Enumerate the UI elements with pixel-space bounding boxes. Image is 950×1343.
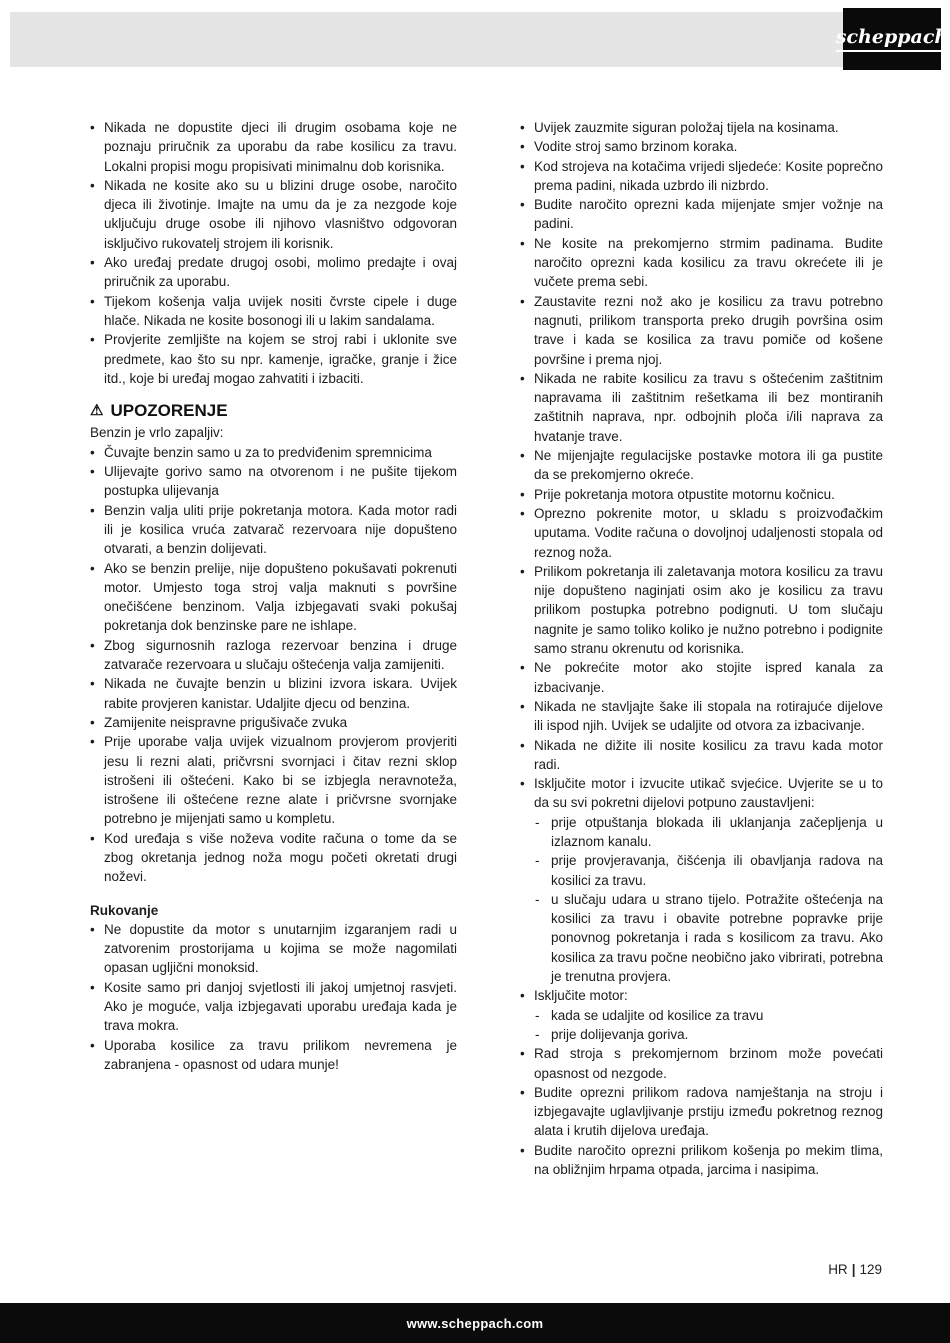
bullet-text: Ako se benzin prelije, nije dopušteno pokušavati pokrenuti motor. Umjesto toga stroj valja maknuti s površine onečišćene benzinom. Valja izbjegavati svaki pokušaj pokretanja dok benzinske pare ne ishlape. <box>104 560 457 634</box>
bullet-text: Ulijevajte gorivo samo na otvorenom i ne pušite tijekom postupka ulijevanja <box>104 464 457 499</box>
bullet-marker: • <box>90 676 95 692</box>
bullet-marker: • <box>520 197 525 213</box>
bullet-item <box>520 1141 883 1180</box>
footer-bar <box>0 1303 950 1343</box>
bullet-marker: • <box>90 1037 95 1053</box>
bullet-list <box>520 118 883 1179</box>
sub-item <box>520 1025 883 1044</box>
section-subheading: Rukovanje <box>90 902 159 918</box>
website-url: www.scheppach.com <box>406 1315 544 1331</box>
bullet-marker: • <box>520 448 525 464</box>
bullet-text: Ne kosite na prekomjerno strmim padinama. Budite naročito oprezni kada kosilicu za travu okrećete ili je vučete prema sebi. <box>534 235 883 290</box>
bullet-text: Kod strojeva na kotačima vrijedi sljedeće: Kosite poprečno prema padini, nikada uzbrdo ili nizbrdo. <box>534 158 883 193</box>
bullet-text: Ne dopustite da motor s unutarnjim izgaranjem radi u zatvorenim prostorijama u kojima se može nagomilati opasan ugljični monoksid. <box>104 921 457 976</box>
bullet-text: Isključite motor i izvucite utikač svjećice. Uvjerite se u to da su svi pokretni dijelovi potpuno zaustavljeni: <box>534 776 883 811</box>
bullet-item <box>90 330 457 388</box>
bullet-marker: • <box>90 979 95 995</box>
bullet-text: Budite naročito oprezni prilikom košenja po mekim tlima, na obližnjim hrpama otpada, jarcima i nasipima. <box>534 1142 883 1178</box>
bullet-item <box>90 462 457 501</box>
bullet-text: Zamijenite neispravne prigušivače zvuka <box>104 714 348 730</box>
bullet-item <box>90 978 457 1036</box>
bullet-marker: • <box>90 714 95 730</box>
bullet-text: Kod uređaja s više noževa vodite računa o tome da se zbog okretanja jednog noža mogu početi okretati drugi noževi. <box>104 830 457 885</box>
bullet-item <box>520 369 883 446</box>
bullet-item <box>520 157 883 196</box>
bullet-item <box>90 674 457 713</box>
page-number <box>828 1262 882 1277</box>
bullet-marker: • <box>520 1084 525 1100</box>
header-bar <box>10 12 940 67</box>
bullet-item <box>520 986 883 1005</box>
bullet-marker: • <box>90 255 95 271</box>
bullet-marker: • <box>520 505 525 521</box>
sub-item <box>520 1006 883 1025</box>
bullet-marker: • <box>520 660 525 676</box>
sub-item <box>520 813 883 852</box>
bullet-item <box>90 501 457 559</box>
bullet-item <box>520 697 883 736</box>
warning-heading-text: UPOZORENJE <box>110 401 228 421</box>
paragraph: Benzin je vrlo zapaljiv: <box>90 425 224 441</box>
bullet-marker: • <box>520 776 525 792</box>
bullet-item <box>90 253 457 292</box>
bullet-marker: • <box>520 737 525 753</box>
bullet-marker: • <box>520 1142 525 1158</box>
bullet-text: Oprezno pokrenite motor, u skladu s proizvođačkim uputama. Vodite računa o dovoljnoj udaljenosti stopala od reznog noža. <box>534 505 883 560</box>
bullet-item <box>520 118 883 137</box>
bullet-marker: • <box>520 1046 525 1062</box>
bullet-item <box>520 195 883 234</box>
bullet-item <box>520 736 883 775</box>
dash-marker: - <box>535 1007 540 1023</box>
sub-item-text: u slučaju udara u strano tijelo. Potražite oštećenja na kosilici za travu i obavite potrebne popravke prije ponovnog pokretanja i rada s kosilicom za travu. Ako kosilica za travu počne neobično jako vibrirati, potrebna je trenutna provjera. <box>551 891 883 985</box>
bullet-item <box>520 774 883 813</box>
bullet-marker: • <box>90 293 95 309</box>
bullet-item <box>90 443 457 462</box>
bullet-text: Nikada ne kosite ako su u blizini druge osobe, naročito djeca ili životinje. Imajte na umu da je za nezgode koje uključuju druge osobe ili njihovo vlasništvo odgovoran isključivo rukovatelj strojem ili korisnik. <box>104 177 457 251</box>
sub-item-text: prije provjeravanja, čišćenja ili obavljanja radova na kosilici za travu. <box>551 853 883 888</box>
bullet-item <box>520 446 883 485</box>
bullet-item <box>520 562 883 658</box>
bullet-item <box>90 732 457 828</box>
bullet-item <box>90 559 457 636</box>
page-number-value: 129 <box>859 1262 882 1277</box>
bullet-marker: • <box>90 120 95 135</box>
bullet-marker: • <box>520 158 525 174</box>
bullet-text: Ne pokrećite motor ako stojite ispred kanala za izbacivanje. <box>534 660 883 695</box>
bullet-text: Benzin valja uliti prije pokretanja motora. Kada motor radi ili je kosilica vruća zatvarač rezervoara nije dopušteno otvarati, a benzin dolijevati. <box>104 502 457 557</box>
page-number-separator: | <box>851 1262 856 1277</box>
sub-item-text: prije dolijevanja goriva. <box>551 1026 689 1042</box>
bullet-text: Kosite samo pri danjoj svjetlosti ili jakoj umjetnoj rasvjeti. Ako je moguće, valja izbjegavati uporabu uređaja kada je trava mokra. <box>104 979 457 1034</box>
bullet-list <box>90 118 457 388</box>
sub-item-text: prije otpuštanja blokada ili uklanjanja začepljenja u izlaznom kanalu. <box>551 814 883 849</box>
bullet-marker: • <box>90 464 95 480</box>
bullet-text: Rad stroja s prekomjernom brzinom može povećati opasnost od nezgode. <box>534 1046 883 1081</box>
dash-marker: - <box>535 814 540 830</box>
dash-marker: - <box>535 853 540 869</box>
bullet-text: Budite naročito oprezni kada mijenjate smjer vožnje na padini. <box>534 197 883 232</box>
bullet-text: Nikada ne rabite kosilicu za travu s oštećenim zaštitnim napravama ili zaštitnim rešetkama ili bez montiranih zaštitnih naprava, npr. odbojnih ploča i/ili naprava za hvatanje trave. <box>534 370 883 444</box>
bullet-marker: • <box>520 235 525 251</box>
bullet-text: Provjerite zemljište na kojem se stroj rabi i uklonite sve predmete, kao što su npr. kamenje, igračke, granje i žice itd., koje bi uređaj mogao zahvatiti i izbaciti. <box>104 332 457 386</box>
bullet-text: Nikada ne stavljajte šake ili stopala na rotirajuće dijelove ili ispod njih. Uvijek se udaljite od otvora za izbacivanje. <box>534 698 883 734</box>
bullet-marker: • <box>520 139 525 155</box>
bullet-marker: • <box>90 921 95 937</box>
logo-text: scheppach <box>836 26 948 52</box>
bullet-marker: • <box>520 988 525 1004</box>
sub-item <box>520 890 883 986</box>
bullet-text: Prije uporabe valja uvijek vizualnom provjerom provjeriti jesu li rezni alati, pričvrsni svornjaci i čitav rezni sklop istrošeni ili oštećeni. Kako bi se izbjegla neravnoteža, istrošene ili oštećene rezne alate i pričvrsne svornjake potrebno je mijenjati samo u kompletu. <box>104 734 457 827</box>
bullet-text: Tijekom košenja valja uvijek nositi čvrste cipele i duge hlače. Nikada ne kosite bosonogi ili u lakim sandalama. <box>104 293 457 328</box>
warning-triangle-icon: ⚠ <box>90 402 104 420</box>
scheppach-logo <box>835 8 949 70</box>
bullet-item <box>520 1044 883 1083</box>
bullet-marker: • <box>520 698 525 714</box>
bullet-item <box>520 658 883 697</box>
bullet-marker: • <box>520 563 525 579</box>
bullet-text: Prije pokretanja motora otpustite motornu kočnicu. <box>534 486 835 502</box>
bullet-item <box>90 829 457 887</box>
bullet-item <box>520 504 883 562</box>
bullet-text: Uporaba kosilice za travu prilikom nevremena je zabranjena - opasnost od udara munje! <box>104 1037 457 1072</box>
sub-item-text: kada se udaljite od kosilice za travu <box>551 1007 764 1023</box>
bullet-list <box>90 920 457 1074</box>
bullet-text: Isključite motor: <box>534 988 628 1004</box>
bullet-text: Zaustavite rezni nož ako je kosilicu za travu potrebno nagnuti, prilikom transporta preko drugih površina osim trave i kada se kosilica za travu pomiče od košene površine i prema njoj. <box>534 293 883 367</box>
bullet-item <box>90 292 457 331</box>
bullet-marker: • <box>90 444 95 460</box>
bullet-marker: • <box>520 486 525 502</box>
bullet-text: Čuvajte benzin samo u za to predviđenim spremnicima <box>104 444 432 460</box>
bullet-text: Ako uređaj predate drugoj osobi, molimo predajte i ovaj priručnik za uporabu. <box>104 255 457 290</box>
bullet-text: Vodite stroj samo brzinom koraka. <box>534 139 738 155</box>
bullet-marker: • <box>90 332 95 348</box>
bullet-text: Nikada ne čuvajte benzin u blizini izvora iskara. Uvijek rabite provjeren kanistar. Udaljite djecu od benzina. <box>104 676 457 711</box>
bullet-item <box>90 920 457 978</box>
bullet-text: Prilikom pokretanja ili zaletavanja motora kosilicu za travu nije dopušteno naginjati osim ako je kosilicu za travu prilikom postupka potrebno podignuti. U tom slučaju nagnite je samo toliko koliko je nužno potrebno i podignite samo stranu okrenutu od korisnika. <box>534 563 883 657</box>
bullet-text: Ne mijenjajte regulacijske postavke motora ili ga pustite da se prekomjerno okreće. <box>534 448 883 483</box>
bullet-marker: • <box>520 370 525 386</box>
bullet-text: Nikada ne dopustite djeci ili drugim osobama koje ne poznaju priručnik za uporabu da rabe kosilicu za travu. Lokalni propisi mogu propisivati minimalnu dob korisnika. <box>104 120 457 174</box>
bullet-marker: • <box>90 177 95 193</box>
warning-heading <box>90 401 457 420</box>
bullet-text: Uvijek zauzmite siguran položaj tijela na kosinama. <box>534 120 839 135</box>
bullet-item <box>90 1036 457 1075</box>
bullet-item <box>520 292 883 369</box>
bullet-item <box>520 485 883 504</box>
dash-marker: - <box>535 1026 540 1042</box>
bullet-item <box>90 713 457 732</box>
bullet-marker: • <box>520 120 525 135</box>
bullet-marker: • <box>90 560 95 576</box>
bullet-item <box>90 176 457 253</box>
sub-item <box>520 851 883 890</box>
bullet-marker: • <box>90 830 95 846</box>
bullet-text: Budite oprezni prilikom radova namještanja na stroju i izbjegavajte uglavljivanje prstiju između pokretnog reznog alata i krutih dijelova uređaja. <box>534 1084 883 1139</box>
bullet-marker: • <box>520 293 525 309</box>
dash-marker: - <box>535 891 540 907</box>
page-lang-label: HR <box>828 1262 848 1277</box>
bullet-marker: • <box>90 502 95 518</box>
left-text-column <box>90 118 457 1074</box>
bullet-item <box>520 234 883 292</box>
bullet-item <box>520 137 883 156</box>
bullet-item <box>90 118 457 176</box>
bullet-marker: • <box>90 734 95 750</box>
bullet-list <box>90 443 457 887</box>
right-text-column <box>520 118 883 1179</box>
bullet-text: Nikada ne dižite ili nosite kosilicu za travu kada motor radi. <box>534 737 883 772</box>
bullet-item <box>90 636 457 675</box>
bullet-text: Zbog sigurnosnih razloga rezervoar benzina i druge zatvarače rezervoara u slučaju oštećenja valja zamijeniti. <box>104 637 457 673</box>
bullet-item <box>520 1083 883 1141</box>
bullet-marker: • <box>90 637 95 653</box>
